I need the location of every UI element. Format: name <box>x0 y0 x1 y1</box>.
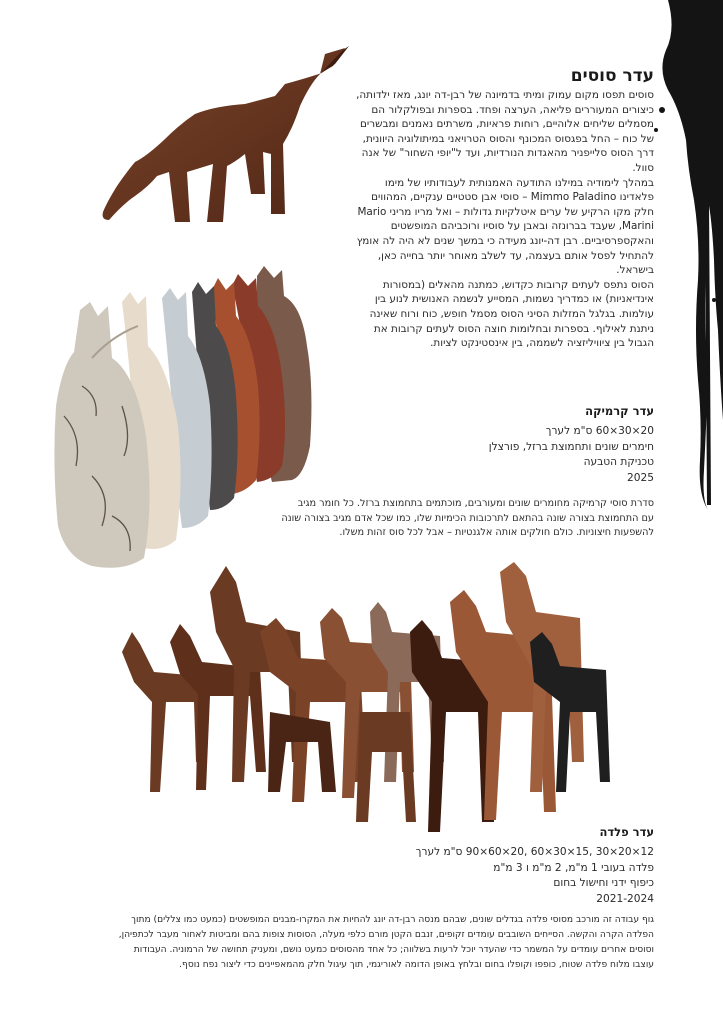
section-ceramic-meta <box>400 404 654 486</box>
paragraph-line: הגבול בין ציוויליזציה לשממה, בין אינסטינקט לציות. <box>430 337 654 350</box>
paragraph-line: הפלדה הקרה והקשה. הסייחים השובבים עומדים זקופים, זנבם הקטן מורם כלפי מעלה, הסוסות צופות בהם ומביטות לאחור מעבר לכתפיהן, <box>118 930 654 940</box>
paragraph-line: עוצבו מלוח פלדה שטוח, כופפו וקופלו בחום ובלחץ באופן הדומה לאוריגמי, תוך עיגול חלק מהמאפיינים כדי ליצור נפח נוסף. <box>179 960 654 970</box>
section-title-horses: עדר סוסים <box>570 66 654 86</box>
section-horses <box>340 66 654 351</box>
meta-year: 2025 <box>627 471 654 484</box>
paragraph-line: דרך הסוס סלייפניר מהאגדות הנורדיות, ועד ל"יופי השחור" של אנה <box>361 147 654 160</box>
paragraph-line: של כוח – החל בפגסוס המכונף והסוס הטרויאני במיתולוגיה היוונית, <box>362 132 654 145</box>
grazing-horse-image <box>95 44 350 234</box>
meta-materials: חימרים שונים ותחמוצת ברזל, פורצלן <box>488 440 654 453</box>
meta-technique: טכניקת הטבעה <box>583 456 654 468</box>
paragraph-line: עם התחמוצת בצורה שונה בהתאם לתרכובות הכימיות שלו, כמו שכל אדם מגיב בצורה שונה <box>281 512 654 524</box>
meta-dimensions: 12×20×30 ,15×30×60 ,20×60×90 ס"מ לערך <box>415 846 654 858</box>
paragraph-line: חלק מקו הרקיע של ערים איטלקיות גדולות – ואל מריו מריני Mario <box>357 205 654 218</box>
paragraph-line: סוסים תפסו מקום עמוק ומיתי בדמיונה של רבן-דה יונג, מאז ילדותה, <box>356 89 654 101</box>
paragraph-line: במהלך לימודיה במילנו התודעה האמנותית לעבודותיו של מימו <box>384 176 654 189</box>
paragraph-line: להשפעות חיצוניות. כולם חולקים אותה אלגנטיות – אבל לכל סוס זהות משלו. <box>339 527 654 539</box>
paragraph-line: ניתנת לאילוף. בספרות ובחלומות חוצה הסוס לעתים קרובות את <box>373 322 654 335</box>
meta-technique: כיפוף ידני וחישול בחום <box>553 877 654 889</box>
meta-dimensions: 20×30×60 ס"מ לערך <box>545 425 654 437</box>
paragraph-line: פלאדינו Mimmo Paladino – סוסי אבן סטטיים ענקיים, המהווים <box>371 191 654 204</box>
section-ceramic-body <box>281 497 654 541</box>
meta-materials: פלדה בעובי 1 מ"מ, 2 מ"מ ו 3 מ"מ <box>493 861 654 874</box>
paragraph-line: סדרת סוסי קרמיקה מחומרים שונים ומעורבים, מוכתמים בתחמוצת ברזל. כל חומר מגיב <box>297 498 654 509</box>
section-steel-meta <box>380 825 654 907</box>
section-body-horses <box>340 88 654 351</box>
section-title-steel: עדר פלדה <box>599 825 654 839</box>
paragraph-line: עולמות. בגלגל המזלות הסיני הסוס מסמל חופש, כוח ורוח שאינה <box>369 307 654 320</box>
ink-splash-decoration <box>648 0 723 520</box>
paragraph-line: להתחיל לפסל אותם בעצמה, עד לשלב מאוחר יותר בחייה כאן, <box>377 249 654 262</box>
paragraph-line: כיצורים המעוררים פליאה, הערצה ופחד. בספרות ובפולקלור הם <box>371 103 654 116</box>
paragraph-line: וסוסים אחרים עומדים על המשמר כדי שהעדר יוכל לרעות בשלווה; כל אחד מהסוסים כמעט נושם, ומעניק תחושה של הרמוניה. העבודות <box>133 945 654 955</box>
paragraph-line: Marini, שעבד בברונזה ובאבן על סוסיו ורוכביהם המופשטים <box>390 220 654 233</box>
paragraph-line: סוול. <box>632 161 654 174</box>
steel-horses-herd-image <box>110 562 630 842</box>
paragraph-line: אינדיאניות) או כמדריך נשמות, המסייע לנשמה האנושית לנוע בין <box>374 293 654 306</box>
meta-year: 2021-2024 <box>596 892 654 905</box>
paragraph-line: והאקספרסיביים. רבן דה-יונג מעידה כי במשך שנים לא היה לה אומץ <box>356 234 654 247</box>
section-title-ceramic: עדר קרמיקה <box>585 404 654 418</box>
paragraph-line: בישראל. <box>616 264 654 277</box>
section-steel-body <box>60 913 654 973</box>
paragraph-line: גוף עבודה זה מורכב מסוסי פלדה בגדלים שונים, שבהם מנסה רבן-דה יונג להחיות את המקרו-מבנים המופשטים (כמעט כמו צללים) מתוך <box>131 915 654 925</box>
paragraph-line: הסוס נתפס לעתים קרובות כקדוש, כמתנה מהאלים (במסורות <box>382 278 654 291</box>
paragraph-line: מסמלים שליחים אלוהיים, רוחות פראיות, משרתים נאמנים ומבשרים <box>360 118 654 131</box>
